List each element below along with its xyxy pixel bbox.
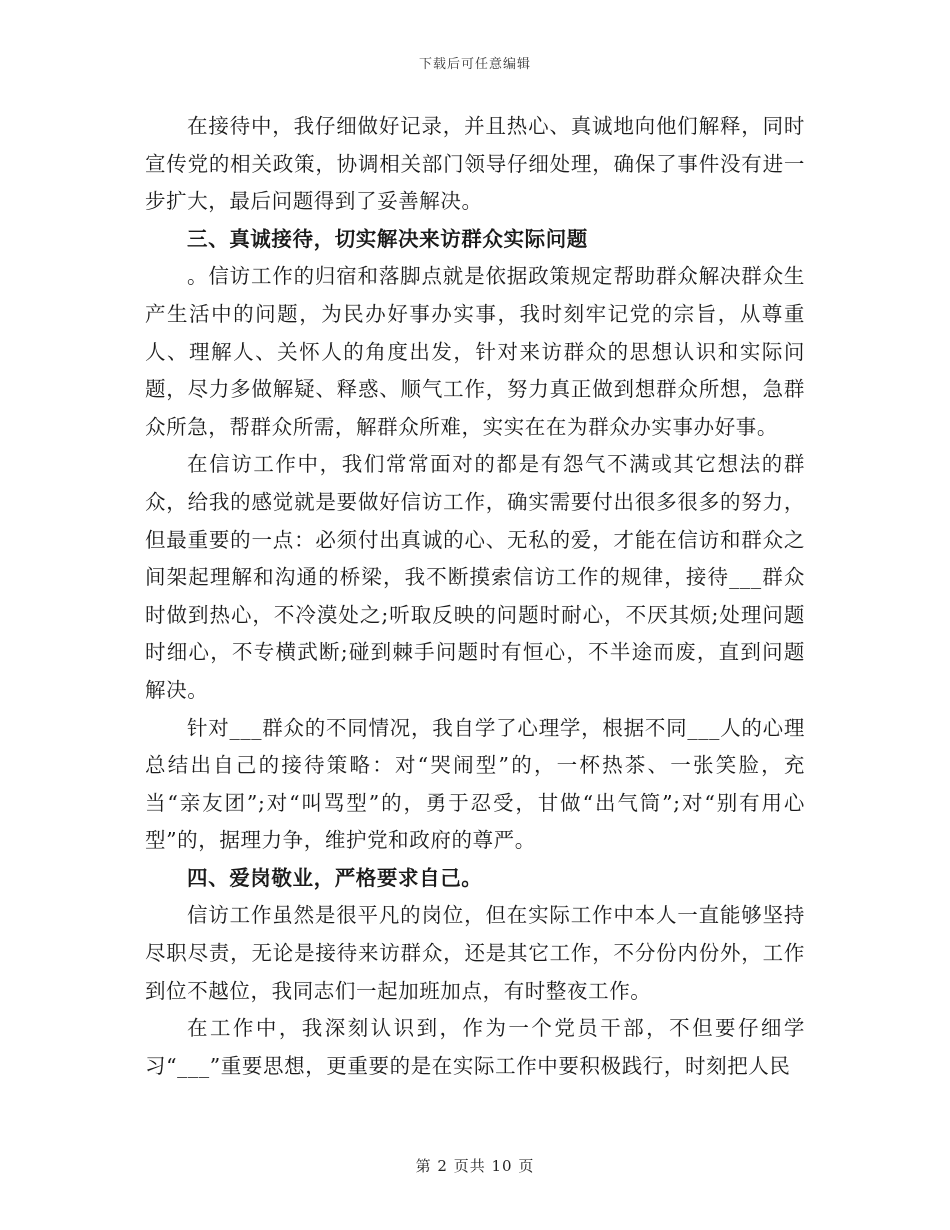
paragraph: 针对___群众的不同情况，我自学了心理学，根据不同___人的心理总结出自己的接待策略：对“哭闹型”的，一杯热茶、一张笑脸，充当“亲友团”;对“叫骂型”的，勇于忍受，甘做“出气筒”;对“别有用心型”的，据理力争，维护党和政府的尊严。: [145, 715, 805, 853]
document-body: [145, 108, 805, 1085]
section-heading: 四、爱岗敬业，严格要求自己。: [187, 865, 483, 890]
paragraph: 在接待中，我仔细做好记录，并且热心、真诚地向他们解释，同时宣传党的相关政策，协调相关部门领导仔细处理，确保了事件没有进一步扩大，最后问题得到了妥善解决。: [145, 114, 805, 214]
section-heading: 三、真诚接待，切实解决来访群众实际问题: [187, 226, 588, 251]
page-header: 下载后可任意编辑: [418, 57, 531, 72]
paragraph: 在工作中，我深刻认识到，作为一个党员干部，不但要仔细学习“___”重要思想，更重要的是在实际工作中要积极践行，时刻把人民: [145, 1016, 805, 1078]
paragraph: 在信访工作中，我们常常面对的都是有怨气不满或其它想法的群众，给我的感觉就是要做好信访工作，确实需要付出很多很多的努力，但最重要的一点：必须付出真诚的心、无私的爱，才能在信访和群众之间架起理解和沟通的桥梁，我不断摸索信访工作的规律，接待___群众时做到热心，不冷漠处之;听取反映的问题时耐心，不厌其烦;处理问题时细心，不专横武断;碰到棘手问题时有恒心，不半途而废，直到问题解决。: [145, 452, 805, 702]
paragraph: 。信访工作的归宿和落脚点就是依据政策规定帮助群众解决群众生产生活中的问题，为民办好事办实事，我时刻牢记党的宗旨，从尊重人、理解人、关怀人的角度出发，针对来访群众的思想认识和实际问题，尽力多做解疑、释惑、顺气工作，努力真正做到想群众所想，急群众所急，帮群众所需，解群众所难，实实在在为群众办实事办好事。: [145, 264, 805, 439]
page-footer: 第 2 页共 10 页: [415, 1157, 535, 1175]
paragraph: 信访工作虽然是很平凡的岗位，但在实际工作中本人一直能够坚持尽职尽责，无论是接待来访群众，还是其它工作，不分份内份外，工作到位不越位，我同志们一起加班加点，有时整夜工作。: [145, 903, 805, 1003]
